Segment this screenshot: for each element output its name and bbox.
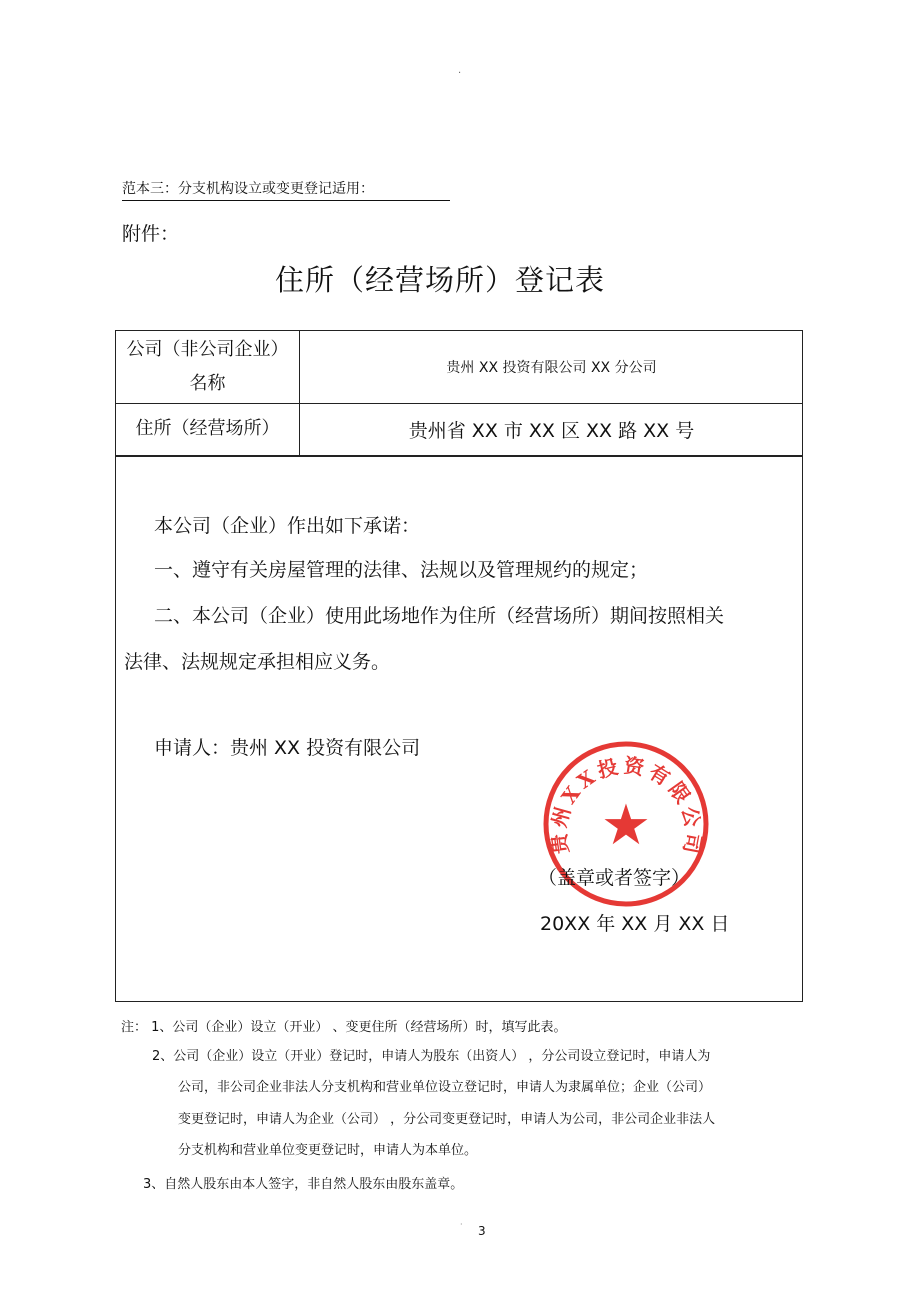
registration-table [115,330,803,1002]
seal-star-icon: ★ [600,793,652,858]
top-dot: · [458,68,462,79]
template-label: 范本三：分支机构设立或变更登记适用： [122,178,450,201]
note-2-line-3: 变更登记时，申请人为企业（公司） ，分公司变更登记时，申请人为公司，非公司企业非法人 [178,1112,716,1127]
note-3: 3、自然人股东由本人签字，非自然人股东由股东盖章。 [143,1177,464,1192]
company-name-value: 贵州 XX 投资有限公司 XX 分公司 [446,360,657,376]
company-name-row [116,331,802,404]
seal-or-signature-note: （盖章或者签字） [538,867,691,889]
commitment-intro: 本公司（企业）作出如下承诺： [154,515,421,537]
applicant-line: 申请人：贵州 XX 投资有限公司 [154,737,421,759]
address-value: 贵州省 XX 市 XX 区 XX 路 XX 号 [408,419,695,442]
commitment-item-2-line-2: 法律、法规规定承担相应义务。 [124,651,391,673]
attachment-label: 附件： [122,223,180,245]
commitment-item-2-line-1: 二、本公司（企业）使用此场地作为住所（经营场所）期间按照相关 [154,605,725,627]
signing-date: 20XX 年 XX 月 XX 日 [540,913,730,935]
note-2-line-2: 公司，非公司企业非法人分支机构和营业单位设立登记时，申请人为隶属单位；企业（公司） [178,1080,712,1095]
note-2-line-1: 2、公司（企业）设立（开业）登记时，申请人为股东（出资人） ，分公司设立登记时，申请人为 [152,1049,711,1064]
note-1: 注： 1、公司（企业）设立（开业） 、变更住所（经营场所）时，填写此表。 [121,1020,567,1035]
seal-text: 贵州XX投资有限公司 [546,753,706,860]
commitment-item-1: 一、遵守有关房屋管理的法律、法规以及管理规约的规定； [154,559,649,581]
company-name-cell [301,331,802,403]
form-title: 住所（经营场所）登记表 [274,263,605,297]
address-label: 住所（经营场所） [116,403,300,455]
address-row [116,403,802,457]
address-cell [301,403,802,455]
company-name-label: 公司（非公司企业）名称 [116,331,300,403]
page-number: 3 [478,1224,486,1238]
bottom-dot: · [460,1220,463,1229]
note-2-line-4: 分支机构和营业单位变更登记时，申请人为本单位。 [178,1143,478,1158]
